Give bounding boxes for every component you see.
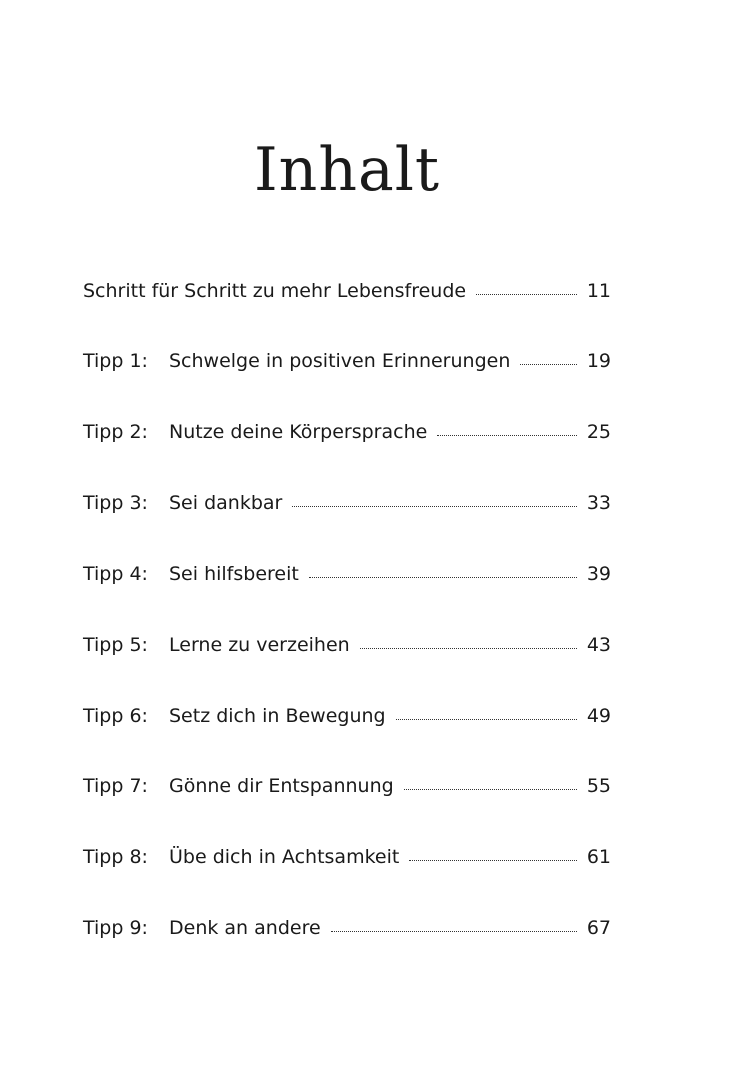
entry-page: 55 [586,775,611,798]
entry-page: 39 [586,562,611,585]
entry-label: Tipp 2: [83,420,148,443]
entry-label: Tipp 5: [83,633,148,656]
entry-title: Schwelge in positiven Erinnerungen [169,350,511,372]
entry-page: 11 [586,280,611,302]
entry-page: 33 [586,491,611,514]
entry-page: 43 [586,633,611,656]
toc-entry[interactable] [83,775,611,797]
toc-entry[interactable] [83,492,611,514]
entry-title: Übe dich in Achtsamkeit [169,846,400,869]
entry-title: Lerne zu verzeihen [169,633,350,656]
entry-title: Schritt für Schritt zu mehr Lebensfreude [83,280,467,302]
entry-page: 25 [586,420,611,443]
dot-leader [360,648,577,649]
toc-entry-intro[interactable] [83,280,611,302]
entry-page: 61 [586,846,611,869]
dot-leader [476,294,577,295]
dot-leader [292,506,576,507]
entry-page: 67 [586,917,611,940]
entry-page: 19 [586,350,611,372]
toc-entry[interactable] [83,421,611,443]
toc-entry[interactable] [83,917,611,939]
entry-title: Nutze deine Körpersprache [169,420,428,443]
entry-title: Sei hilfsbereit [169,562,299,585]
entry-label: Tipp 1: [83,350,148,372]
entry-label: Tipp 4: [83,562,148,585]
entry-label: Tipp 7: [83,775,148,798]
entry-page: 49 [586,704,611,727]
toc-entry[interactable] [83,634,611,656]
dot-leader [396,719,577,720]
entry-label: Tipp 9: [83,917,148,940]
dot-leader [520,364,576,365]
entry-label: Tipp 3: [83,491,148,514]
dot-leader [404,789,577,790]
toc-entry[interactable] [83,563,611,585]
dot-leader [309,577,577,578]
entry-label: Tipp 6: [83,704,148,727]
entry-title: Denk an andere [169,917,321,940]
dot-leader [437,435,577,436]
entry-title: Sei dankbar [169,491,283,514]
toc-entry[interactable] [83,846,611,868]
entry-title: Gönne dir Entspannung [169,775,394,798]
entry-title: Setz dich in Bewegung [169,704,386,727]
dot-leader [331,931,577,932]
page-title: Inhalt [253,135,441,205]
toc-entry[interactable] [83,705,611,727]
toc-entry[interactable] [83,350,611,372]
entry-label: Tipp 8: [83,846,148,869]
dot-leader [409,860,576,861]
